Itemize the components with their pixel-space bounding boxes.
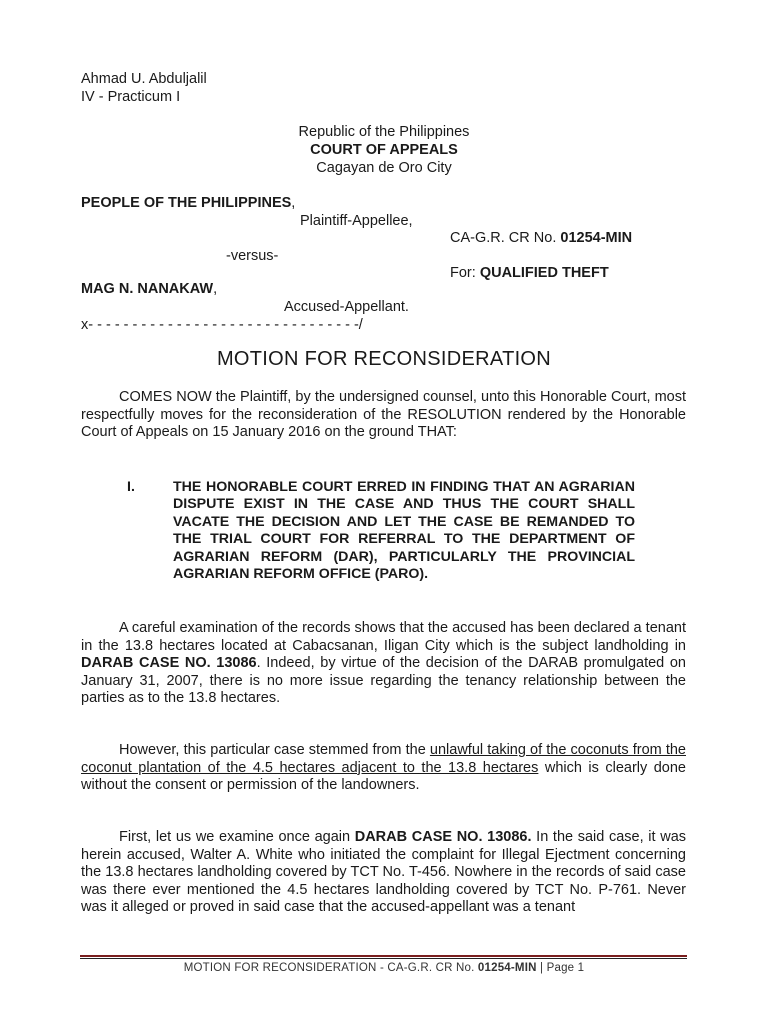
versus-label: -versus-: [226, 248, 279, 264]
author-name: Ahmad U. Abduljalil: [81, 71, 207, 87]
ground-number: I.: [127, 479, 135, 495]
plaintiff-line: PEOPLE OF THE PHILIPPINES,: [81, 195, 296, 211]
accused-line: MAG N. NANAKAW,: [81, 281, 218, 297]
court-republic: Republic of the Philippines: [298, 124, 470, 140]
darab-case-ref: DARAB CASE NO. 13086: [81, 655, 257, 672]
ground-text: THE HONORABLE COURT ERRED IN FINDING THAT AN AGRARIAN DISPUTE EXIST IN THE CASE AND THUS THE COURT SHALL VACATE THE DECISION AND LET THE CASE BE REMANDED TO THE TRIAL COURT FOR REFERRAL TO THE DEPARTMENT OF AGRARIAN REFORM (DAR), PARTICULARLY THE PROVINCIAL AGRARIAN REFORM OFFICE (PARO).: [173, 479, 635, 583]
intro-paragraph: COMES NOW the Plaintiff, by the undersigned counsel, unto this Honorable Court, most respectfully moves for the reconsideration of the RESOLUTION rendered by the Honorable Court of Appeals on 15 January 2016 on the ground THAT:: [81, 389, 686, 441]
paragraph-3: First, let us we examine once again DARAB CASE NO. 13086. In the said case, it was herein accused, Walter A. White who initiated the complaint for Illegal Ejectment concerning the 13.8 hectares landholding covered by TCT No. T-456. Nowhere in the records of said case was there ever mentioned the 4.5 hectares landholding covered by TCT No. P-761. Never was it alleged or proved in said case that the accused-appellant was a tenant: [81, 829, 687, 916]
document-title: MOTION FOR RECONSIDERATION: [216, 348, 552, 370]
case-number: 01254-MIN: [560, 230, 633, 246]
ground-item: [127, 479, 635, 583]
plaintiff-role: Plaintiff-Appellee,: [300, 213, 413, 229]
underlined-phrase: unlawful taking of the coconuts from the coconut plantation of the 4.5 hectares adjacent to the 13.8 hectares: [81, 742, 686, 776]
footer-rule: [80, 955, 687, 957]
author-course: IV - Practicum I: [81, 89, 181, 105]
paragraph-2: However, this particular case stemmed from the unlawful taking of the coconuts from the coconut plantation of the 4.5 hectares adjacent to the 13.8 hectares which is clearly done without the consent or permission of the landowners.: [81, 742, 686, 794]
accused-name: MAG N. NANAKAW: [81, 281, 214, 297]
offense: QUALIFIED THEFT: [479, 265, 609, 281]
darab-case-ref-2: DARAB CASE NO. 13086.: [354, 829, 532, 845]
caption-divider: x- - - - - - - - - - - - - - - - - - - - - - - - - - - - - - -/: [81, 317, 363, 333]
court-city: Cagayan de Oro City: [316, 160, 452, 176]
accused-role: Accused-Appellant.: [284, 299, 409, 315]
page-footer: MOTION FOR RECONSIDERATION - CA-G.R. CR No. 01254-MIN | Page 1: [183, 962, 585, 974]
paragraph-1: A careful examination of the records shows that the accused has been declared a tenant in the 13.8 hectares located at Cabacsanan, Iligan City which is the subject landholding in DARAB CASE NO. 13086. Indeed, by virtue of the decision of the DARAB promulgated on January 31, 2007, there is no more issue regarding the tenancy relationship between the parties as to the 13.8 hectares.: [81, 620, 686, 707]
case-number-line: CA-G.R. CR No. 01254-MIN: [450, 230, 633, 246]
footer-case-number: 01254-MIN: [477, 962, 537, 974]
page-number: | Page 1: [536, 962, 585, 974]
footer-rule-thin: [80, 958, 687, 959]
offense-line: For: QUALIFIED THEFT: [450, 265, 609, 281]
court-name: COURT OF APPEALS: [310, 142, 458, 158]
plaintiff-name: PEOPLE OF THE PHILIPPINES: [81, 195, 292, 211]
